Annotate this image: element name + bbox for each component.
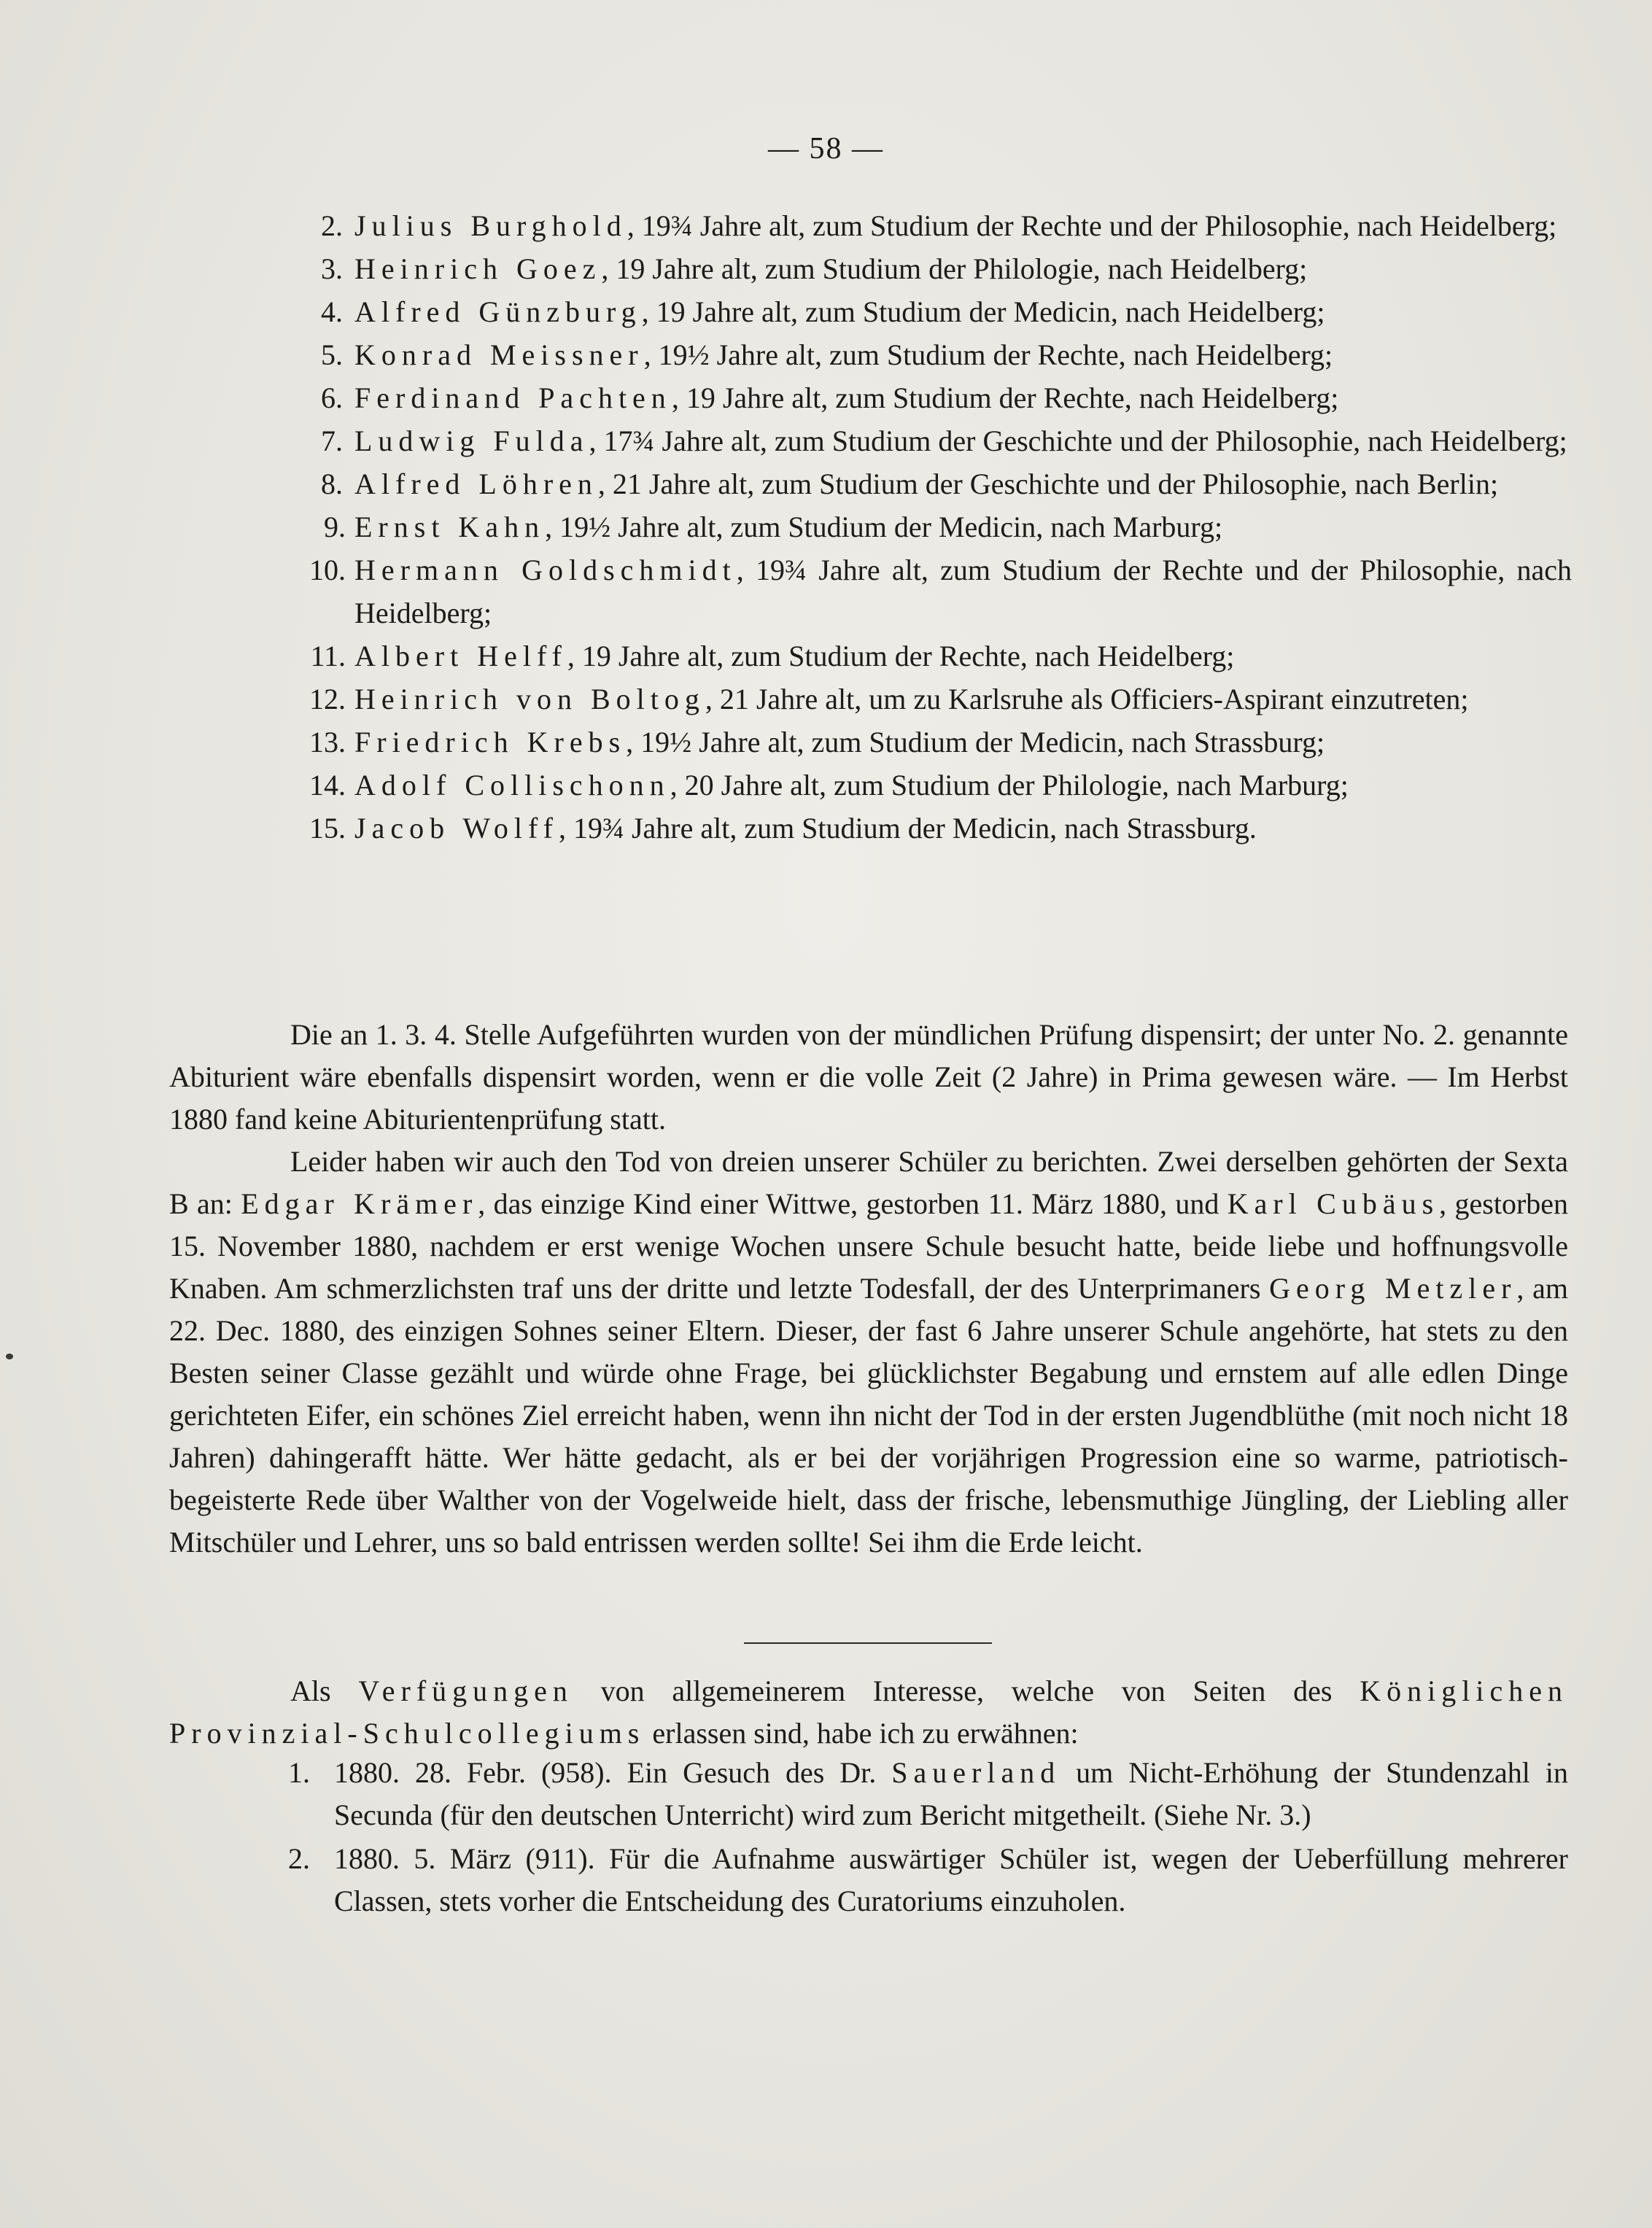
body-paragraphs	[169, 1014, 1568, 1564]
item-text: , 19½ Jahre alt, zum Studium der Rechte, nach Heidelberg;	[643, 338, 1333, 371]
student-name: Ludwig Fulda	[354, 424, 589, 457]
student-name: Alfred Löhren	[354, 467, 598, 500]
student-name: Jacob Wolff	[354, 812, 559, 845]
item-text: , 21 Jahre alt, zum Studium der Geschichte und der Philosophie, nach Berlin;	[597, 467, 1499, 500]
item-number: 9.	[324, 511, 346, 543]
item-number: 14.	[309, 769, 346, 801]
student-name: Ernst Kahn	[354, 511, 546, 543]
list-item	[0, 376, 1652, 419]
section-divider	[744, 1642, 992, 1644]
student-name: Edgar Krämer	[241, 1187, 478, 1220]
student-name: Karl Cubäus	[1227, 1187, 1440, 1220]
item-number: 2.	[321, 209, 343, 242]
item-text: , 19 Jahre alt, zum Studium der Rechte, nach Heidelberg;	[671, 381, 1339, 414]
paragraph-dispensation: Die an 1. 3. 4. Stelle Aufgeführten wurden von der mündlichen Prüfung dispensirt; der unter No. 2. genannte Abiturient wäre ebenfalls dispensirt worden, wenn er die volle Zeit (2 Jahre) in Prima gewesen wäre. — Im Herbst 1880 fand keine Abiturientenprüfung statt.	[169, 1018, 1568, 1136]
list-item	[0, 247, 1652, 290]
item-number: 13.	[309, 726, 346, 758]
item-text: , 21 Jahre alt, um zu Karlsruhe als Officiers-Aspirant einzutreten;	[705, 683, 1469, 715]
list-item	[0, 462, 1652, 505]
student-name: Julius Burghold	[354, 209, 627, 242]
student-name: Ferdinand Pachten	[354, 381, 672, 414]
decrees-intro	[169, 1670, 1568, 1755]
student-name: Friedrich Krebs	[354, 726, 627, 758]
student-name: Heinrich Goez	[354, 252, 602, 285]
student-name: Konrad Meissner	[354, 338, 644, 371]
student-name: Heinrich von Boltog	[354, 683, 705, 715]
deaths-text-4: , am 22. Dec. 1880, des einzigen Sohnes seiner Eltern. Dieser, der fast 6 Jahre unserer Schule angehörte, hat stets zu den Besten seiner Classe gezählt und würde ohne Frage, bei glücklichster Begabung und ernstem auf alle edlen Dinge gerichteten Eifer, ein schönes Ziel erreicht haben, wenn ihn nicht der Tod in der ersten Jugendblüthe (mit noch nicht 18 Jahren) dahingerafft hätte. Wer hätte gedacht, als er bei der vorjährigen Progression eine so warme, patriotisch-begeisterte Rede über Walther von der Vogelweide hielt, dass der frische, lebensmuthige Jüngling, der Liebling aller Mitschüler und Lehrer, uns so bald entrissen werden sollte! Sei ihm die Erde leicht.	[169, 1272, 1568, 1559]
decrees-list	[0, 1752, 1652, 1924]
student-name: Adolf Collischonn	[354, 769, 670, 801]
list-item	[0, 505, 1652, 548]
margin-ink-mark	[6, 1354, 13, 1359]
student-name: Albert Helff	[354, 640, 567, 672]
list-item	[0, 290, 1652, 333]
decree-text: um Nicht-Erhöhung der Stundenzahl in Secunda (für den deutschen Unterricht) wird zum Bericht mitgetheilt. (Siehe Nr. 3.)	[334, 1756, 1568, 1831]
paragraph-deaths	[169, 1141, 1568, 1564]
decrees-text-3: erlassen sind, habe ich zu erwähnen:	[645, 1717, 1079, 1750]
item-text: , 20 Jahre alt, zum Studium der Philologie, nach Marburg;	[670, 769, 1349, 801]
item-text: , 19¾ Jahre alt, zum Studium der Rechte und der Philosophie, nach Heidelberg;	[354, 554, 1572, 629]
item-text: , 19 Jahre alt, zum Studium der Medicin, nach Heidelberg;	[641, 295, 1325, 328]
item-number: 2.	[288, 1842, 310, 1875]
student-name: Georg Metzler	[1269, 1272, 1517, 1305]
decree-text: 1880. 5. März (911). Für die Aufnahme auswärtiger Schüler ist, wegen der Ueberfüllung mehrerer Classen, stets vorher die Entscheidung des Curatoriums einzuholen.	[334, 1842, 1568, 1917]
graduates-list	[0, 204, 1652, 850]
emphasis: Königlichen Provinzial-Schulcollegiums	[169, 1674, 1568, 1750]
decrees-text-1: Als	[290, 1674, 359, 1707]
decree-item	[0, 1838, 1652, 1922]
item-number: 3.	[321, 252, 343, 285]
item-number: 4.	[321, 295, 343, 328]
item-number: 5.	[321, 338, 343, 371]
emphasis: Verfügungen	[358, 1674, 573, 1707]
deaths-text-2: , das einzige Kind einer Wittwe, gestorben 11. März 1880, und	[478, 1187, 1228, 1220]
deaths-text-3: , gestorben 15. November 1880, nachdem er erst wenige Wochen unsere Schule besucht hatte, beide liebe und hoffnungsvolle Knaben. Am schmerzlichsten traf uns der dritte und letzte Todesfall, der des Unterprimaners	[169, 1187, 1569, 1305]
list-item	[0, 548, 1652, 634]
list-item	[0, 678, 1652, 721]
list-item	[0, 721, 1652, 764]
item-number: 10.	[309, 554, 346, 586]
item-number: 15.	[309, 812, 346, 845]
page-number: — 58 —	[768, 132, 884, 166]
paragraph-decrees	[169, 1670, 1568, 1755]
item-text: , 19½ Jahre alt, zum Studium der Medicin, nach Strassburg;	[626, 726, 1325, 758]
deaths-text-1: Leider haben wir auch den Tod von dreien unserer Schüler zu berichten. Zwei derselben gehörten der Sexta B an:	[169, 1145, 1568, 1220]
item-text: , 19½ Jahre alt, zum Studium der Medicin, nach Marburg;	[545, 511, 1223, 543]
item-number: 11.	[310, 640, 346, 672]
list-item	[0, 204, 1652, 247]
item-number: 6.	[321, 381, 343, 414]
item-text: , 19 Jahre alt, zum Studium der Philologie, nach Heidelberg;	[601, 252, 1308, 285]
student-name: Hermann Goldschmidt	[354, 554, 737, 586]
list-item	[0, 807, 1652, 850]
item-number: 8.	[321, 467, 343, 500]
list-item	[0, 634, 1652, 678]
person-name: Sauerland	[891, 1756, 1061, 1789]
item-number: 1.	[288, 1756, 310, 1789]
item-text: , 17¾ Jahre alt, zum Studium der Geschichte und der Philosophie, nach Heidelberg;	[589, 424, 1567, 457]
item-text: , 19 Jahre alt, zum Studium der Rechte, nach Heidelberg;	[567, 640, 1235, 672]
decrees-text-2: von allgemeinerem Interesse, welche von Seiten des	[573, 1674, 1360, 1707]
list-item	[0, 419, 1652, 462]
item-text: , 19¾ Jahre alt, zum Studium der Medicin, nach Strassburg.	[558, 812, 1257, 845]
item-text: , 19¾ Jahre alt, zum Studium der Rechte und der Philosophie, nach Heidelberg;	[627, 209, 1557, 242]
list-item	[0, 764, 1652, 807]
decree-item	[0, 1752, 1652, 1836]
decree-text: 1880. 28. Febr. (958). Ein Gesuch des Dr.	[334, 1756, 892, 1789]
list-item	[0, 333, 1652, 376]
item-number: 12.	[309, 683, 346, 715]
student-name: Alfred Günzburg	[354, 295, 642, 328]
item-number: 7.	[321, 424, 343, 457]
